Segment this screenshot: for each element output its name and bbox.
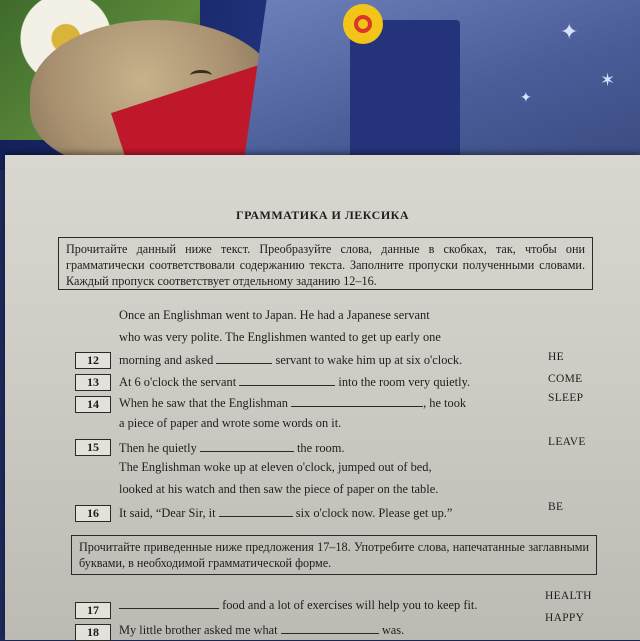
text-fragment: Then he quietly	[119, 441, 197, 455]
text-line	[119, 439, 344, 456]
text-fragment: six o'clock now. Please get up.”	[295, 506, 453, 520]
text-line	[119, 504, 452, 521]
text-fragment: My little brother asked me what	[119, 623, 278, 637]
task-number-18: 18	[75, 624, 111, 641]
text-fragment: servant to wake him up at six o'clock.	[275, 353, 463, 367]
text-line: who was very polite. The Englishmen wanted to get up early one	[119, 330, 441, 344]
key-word-17: HEALTH	[545, 590, 592, 602]
star-icon: ✶	[600, 70, 616, 91]
task-number-17: 17	[75, 602, 111, 619]
sentence-18	[119, 621, 404, 638]
text-fragment: morning and asked	[119, 353, 214, 367]
instruction-box: Прочитайте данный ниже текст. Преобразуйте слова, данные в скобках, так, чтобы они грамматически соответствовали содержанию текста. Заполните пропуски полученными словами. Каждый пропуск соответствует отдельному заданию 12–16.	[58, 237, 593, 290]
key-word-12: HE	[548, 351, 564, 363]
task-number-14: 14	[75, 396, 111, 413]
answer-blank-18[interactable]	[281, 621, 379, 634]
text-fragment: , he took	[423, 396, 467, 410]
task-number-16: 16	[75, 505, 111, 522]
key-word-16: BE	[548, 501, 564, 513]
text-fragment: When he saw that the Englishman	[119, 396, 288, 410]
text-fragment: food and a lot of exercises will help you to keep fit.	[222, 598, 478, 612]
text-fragment: the room.	[296, 441, 345, 455]
plush-eye	[190, 70, 212, 81]
worksheet-page	[5, 155, 640, 640]
publisher-logo-icon	[343, 4, 383, 44]
answer-blank-15[interactable]	[200, 439, 294, 452]
answer-blank-12[interactable]	[216, 351, 272, 364]
answer-blank-16[interactable]	[219, 504, 293, 517]
task-number-15: 15	[75, 439, 111, 456]
instruction-box: Прочитайте приведенные ниже предложения 17–18. Употребите слова, напечатанные заглавными буквами, в необходимой грамматической форме.	[71, 535, 597, 575]
text-fragment: into the room very quietly.	[338, 375, 471, 389]
key-word-13: COME	[548, 373, 583, 385]
text-line: a piece of paper and wrote some words on it.	[119, 416, 342, 430]
task-number-12: 12	[75, 352, 111, 369]
key-word-14: SLEEP	[548, 392, 584, 404]
task-number-13: 13	[75, 374, 111, 391]
key-word-18: HAPPY	[545, 612, 585, 624]
section-title: ГРАММАТИКА И ЛЕКСИКА	[235, 208, 410, 222]
text-fragment: was.	[381, 623, 405, 637]
answer-blank-13[interactable]	[239, 373, 335, 386]
text-fragment: At 6 o'clock the servant	[119, 375, 237, 389]
star-icon: ✦	[560, 20, 579, 45]
key-word-15: LEAVE	[548, 436, 586, 448]
star-icon: ✦	[520, 90, 532, 106]
answer-blank-14[interactable]	[291, 394, 423, 407]
answer-blank-17[interactable]	[119, 596, 219, 609]
sentence-17	[119, 596, 477, 613]
text-line: The Englishman woke up at eleven o'clock, jumped out of bed,	[119, 460, 432, 474]
text-line	[119, 373, 470, 390]
text-fragment: It said, “Dear Sir, it	[119, 506, 216, 520]
text-line	[119, 351, 462, 368]
text-line: looked at his watch and then saw the piece of paper on the table.	[119, 482, 439, 496]
text-line	[119, 394, 466, 411]
text-line: Once an Englishman went to Japan. He had a Japanese servant	[119, 308, 430, 322]
